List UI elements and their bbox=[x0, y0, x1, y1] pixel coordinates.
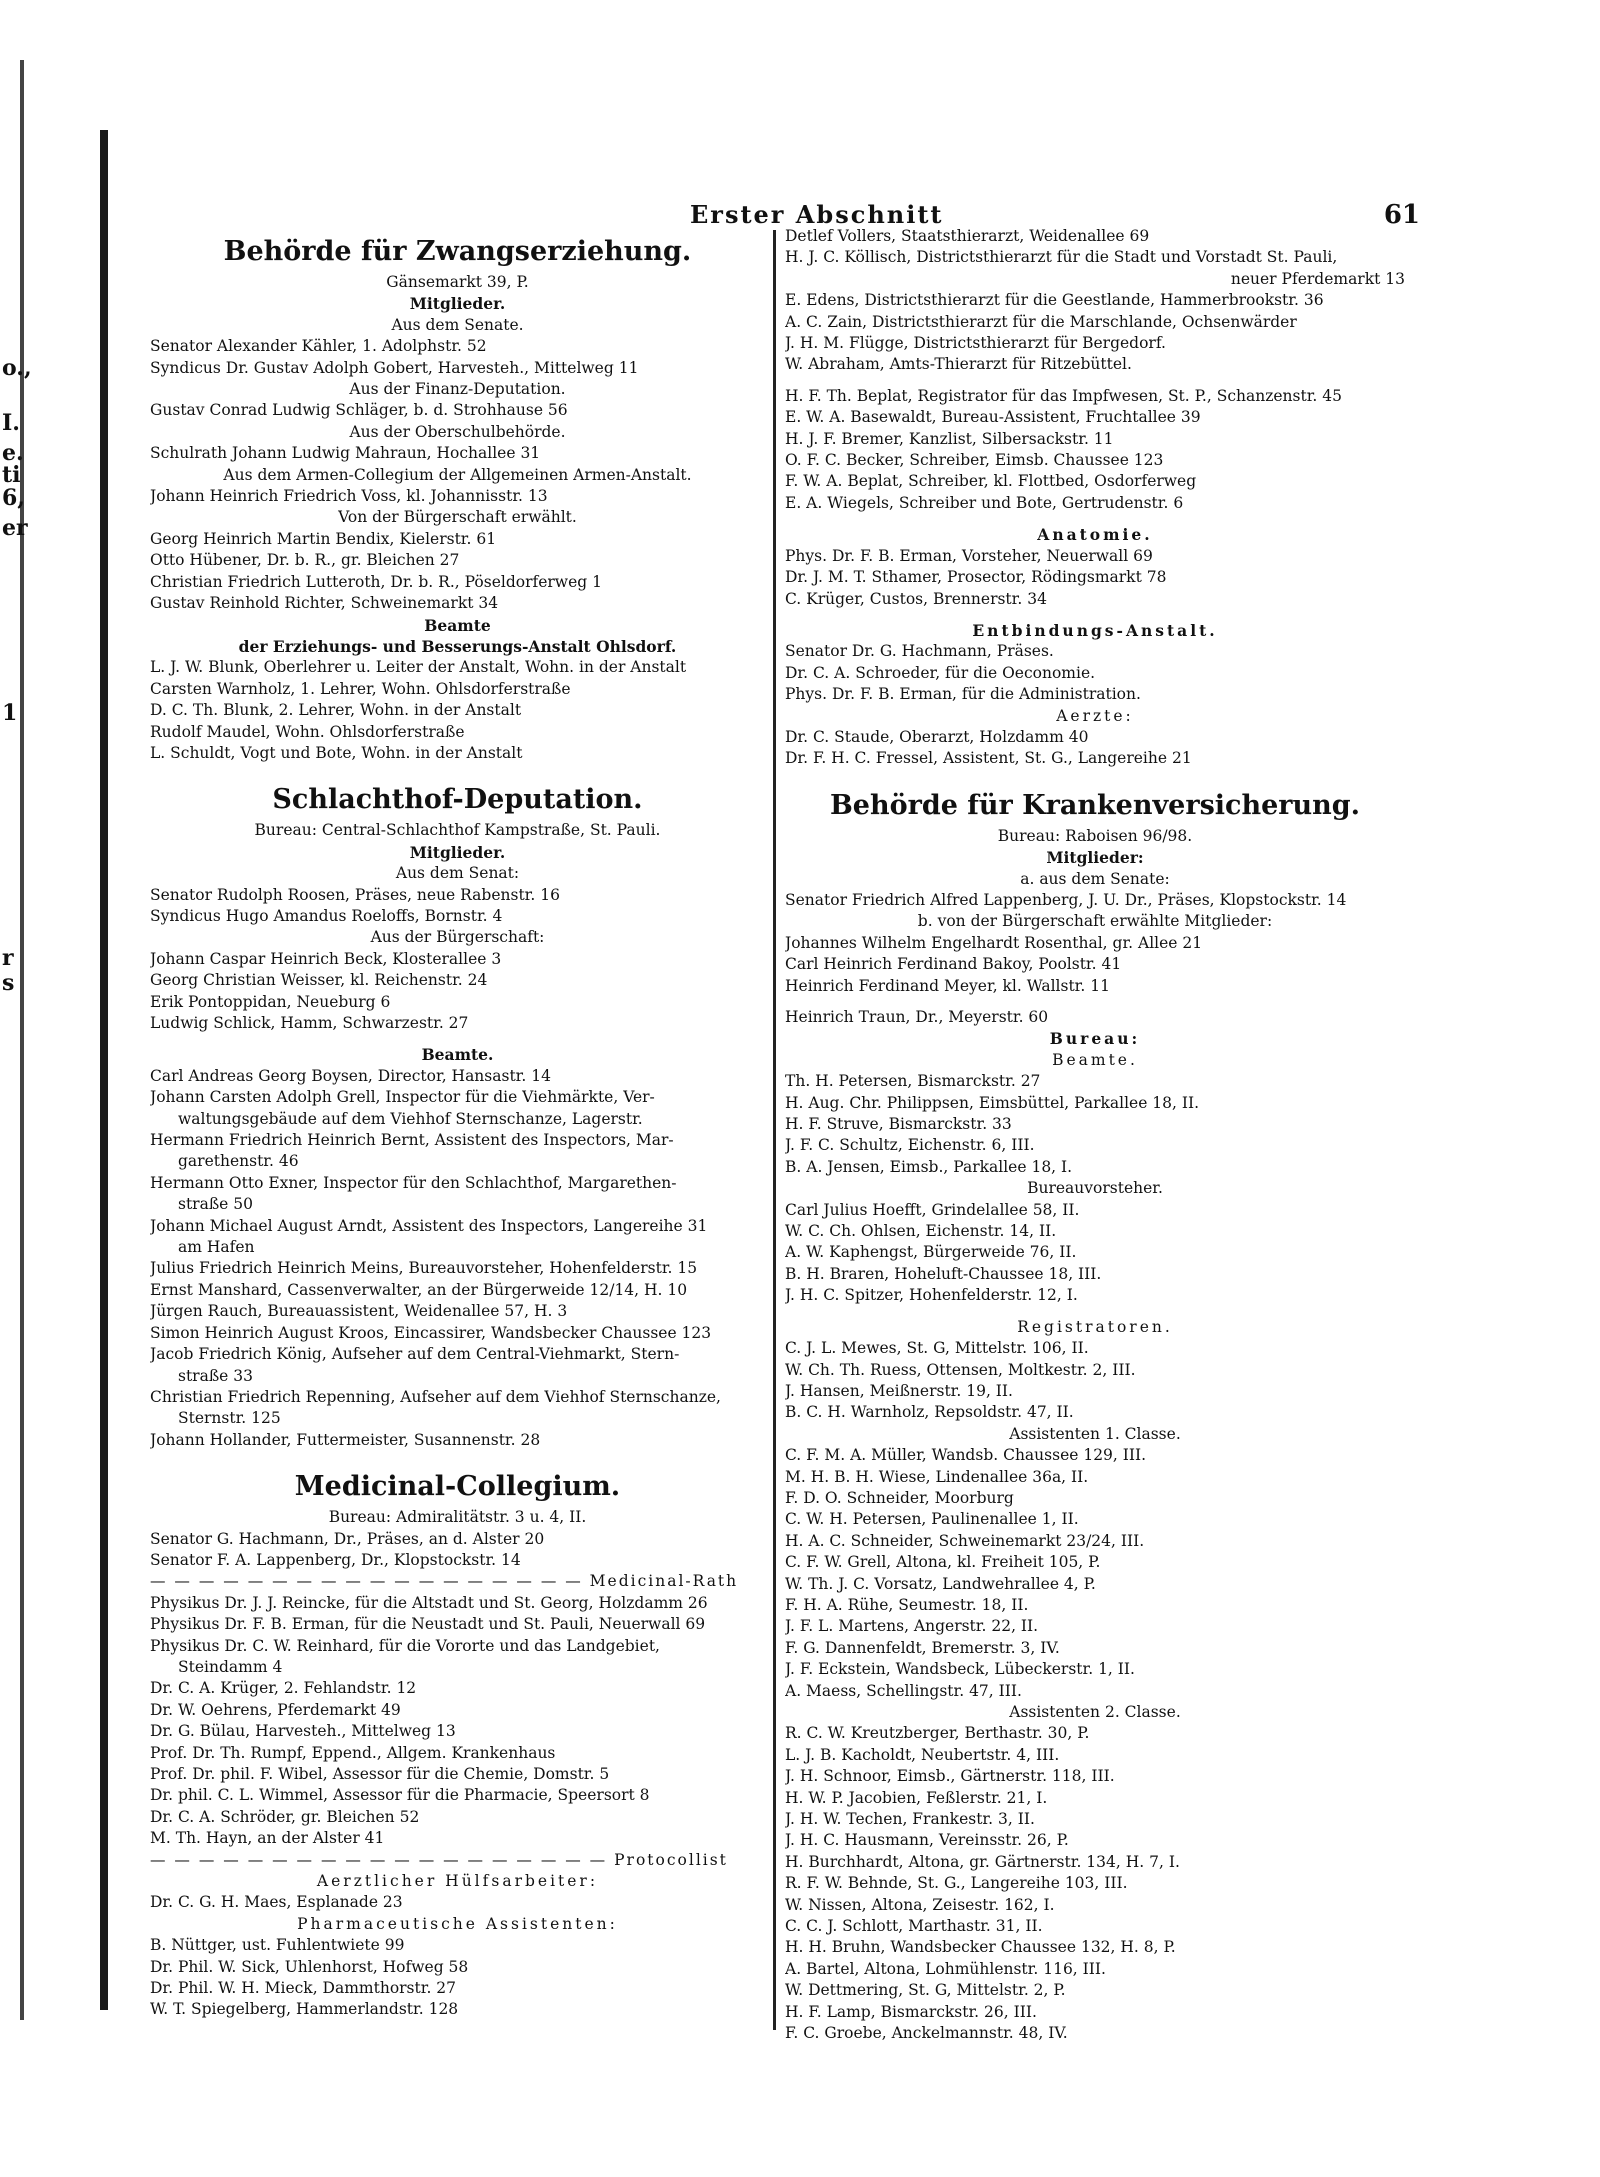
text-line: B. H. Braren, Hoheluft-Chaussee 18, III. bbox=[785, 1264, 1102, 1283]
text-line: Jürgen Rauch, Bureauassistent, Weidenallee 57, H. 3 bbox=[150, 1302, 568, 1321]
text-line: Assistenten 1. Classe. bbox=[1009, 1424, 1181, 1443]
adjacent-page-edge bbox=[0, 60, 22, 2020]
text-line: a. aus dem Senate: bbox=[1020, 869, 1170, 888]
fragment-text: r bbox=[2, 945, 14, 971]
fragment-text: s bbox=[2, 970, 15, 996]
text-line: Entbindungs-Anstalt. bbox=[972, 620, 1218, 640]
text-line: Bureau: bbox=[1049, 1029, 1141, 1049]
text-line: Ernst Manshard, Cassenverwalter, an der Bürgerweide 12/14, H. 10 bbox=[150, 1280, 688, 1299]
text-line: Aerztlicher Hülfsarbeiter: bbox=[316, 1872, 599, 1891]
text-line: B. C. H. Warnholz, Repsoldstr. 47, II. bbox=[785, 1403, 1074, 1422]
text-line: E. W. A. Basewaldt, Bureau-Assistent, Fruchtallee 39 bbox=[785, 408, 1201, 427]
text-line: L. Schuldt, Vogt und Bote, Wohn. in der Anstalt bbox=[150, 743, 523, 762]
text-line: C. F. M. A. Müller, Wandsb. Chaussee 129, III. bbox=[785, 1446, 1147, 1465]
text-line: C. Krüger, Custos, Brennerstr. 34 bbox=[785, 589, 1047, 608]
page-gutter bbox=[100, 130, 108, 2010]
page-number: 61 bbox=[1383, 200, 1420, 230]
text-line: H. H. Bruhn, Wandsbecker Chaussee 132, H. 8, P. bbox=[785, 1938, 1176, 1957]
text-line: — — — — — — — — — — — — — — — — — — Medicinal-Rath bbox=[150, 1572, 739, 1591]
text-line: Sternstr. 125 bbox=[178, 1409, 281, 1428]
text-line: Dr. C. A. Schröder, gr. Bleichen 52 bbox=[150, 1807, 420, 1826]
text-line: Johann Hollander, Futtermeister, Susannenstr. 28 bbox=[150, 1430, 541, 1449]
section-heading: Behörde für Krankenversicherung. bbox=[829, 789, 1361, 821]
text-line: Physikus Dr. C. W. Reinhard, für die Vororte und das Landgebiet, bbox=[150, 1636, 660, 1655]
spacer bbox=[150, 1451, 765, 1461]
spacer bbox=[785, 1307, 1405, 1317]
text-line: Carsten Warnholz, 1. Lehrer, Wohn. Ohlsdorferstraße bbox=[150, 679, 571, 698]
text-line: B. Nüttger, ust. Fuhlentwiete 99 bbox=[150, 1936, 405, 1955]
text-line: L. J. B. Kacholdt, Neubertstr. 4, III. bbox=[785, 1745, 1060, 1764]
text-line: waltungsgebäude auf dem Viehhof Sternschanze, Lagerstr. bbox=[178, 1109, 643, 1128]
text-line: D. C. Th. Blunk, 2. Lehrer, Wohn. in der Anstalt bbox=[150, 701, 522, 720]
text-line: Senator G. Hachmann, Dr., Präses, an d. Alster 20 bbox=[150, 1529, 545, 1548]
text-line: Th. H. Petersen, Bismarckstr. 27 bbox=[785, 1072, 1041, 1091]
text-line: Carl Heinrich Ferdinand Bakoy, Poolstr. 41 bbox=[785, 955, 1122, 974]
text-line: L. J. W. Blunk, Oberlehrer u. Leiter der Anstalt, Wohn. in der Anstalt bbox=[150, 658, 687, 677]
text-line: Otto Hübener, Dr. b. R., gr. Bleichen 27 bbox=[150, 551, 460, 570]
text-line: der Erziehungs- und Besserungs-Anstalt Ohlsdorf. bbox=[238, 636, 677, 656]
text-line: Julius Friedrich Heinrich Meins, Bureauvorsteher, Hohenfelderstr. 15 bbox=[150, 1259, 698, 1278]
text-line: Mitglieder: bbox=[1046, 848, 1144, 868]
text-line: straße 50 bbox=[178, 1195, 254, 1214]
text-line: Steindamm 4 bbox=[178, 1657, 283, 1676]
spacer bbox=[785, 997, 1405, 1007]
text-line: Hermann Otto Exner, Inspector für den Schlachthof, Margarethen- bbox=[150, 1173, 677, 1192]
section-heading: Behörde für Zwangserziehung. bbox=[223, 236, 692, 267]
text-line: Prof. Dr. phil. F. Wibel, Assessor für die Chemie, Domstr. 5 bbox=[150, 1765, 610, 1783]
text-line: W. Nissen, Altona, Zeisestr. 162, I. bbox=[785, 1895, 1055, 1914]
text-line: Carl Andreas Georg Boysen, Director, Hansastr. 14 bbox=[150, 1066, 551, 1085]
text-line: Gänsemarkt 39, P. bbox=[386, 273, 529, 291]
text-line: Senator Friedrich Alfred Lappenberg, J. U. Dr., Präses, Klopstockstr. 14 bbox=[785, 890, 1347, 909]
fragment-text: I. bbox=[2, 410, 20, 436]
text-line: W. Th. J. C. Vorsatz, Landwehrallee 4, P. bbox=[785, 1574, 1096, 1593]
fragment-text: e. bbox=[2, 440, 24, 466]
text-line: Physikus Dr. F. B. Erman, für die Neustadt und St. Pauli, Neuerwall 69 bbox=[150, 1615, 706, 1634]
text-line: Christian Friedrich Repenning, Aufseher auf dem Viehhof Sternschanze, bbox=[150, 1387, 721, 1406]
text-line: Bureau: Central-Schlachthof Kampstraße, St. Pauli. bbox=[254, 821, 661, 840]
text-line: Johann Heinrich Friedrich Voss, kl. Johannisstr. 13 bbox=[150, 487, 548, 506]
text-line: Dr. C. G. H. Maes, Esplanade 23 bbox=[150, 1893, 403, 1912]
spacer bbox=[150, 764, 765, 774]
left-column bbox=[150, 226, 765, 2021]
text-line: H. Aug. Chr. Philippsen, Eimsbüttel, Parkallee 18, II. bbox=[785, 1093, 1200, 1112]
text-line: J. Hansen, Meißnerstr. 19, II. bbox=[785, 1381, 1013, 1400]
text-line: Senator F. A. Lappenberg, Dr., Klopstockstr. 14 bbox=[150, 1550, 521, 1569]
fragment-text: 1 bbox=[2, 700, 18, 726]
fragment-text: 6, bbox=[2, 485, 25, 511]
right-column bbox=[785, 226, 1405, 2045]
text-line: Heinrich Traun, Dr., Meyerstr. 60 bbox=[785, 1008, 1049, 1026]
text-line: Heinrich Ferdinand Meyer, kl. Wallstr. 11 bbox=[785, 976, 1110, 995]
text-line: A. Bartel, Altona, Lohmühlenstr. 116, III. bbox=[785, 1959, 1106, 1978]
text-line: Senator Rudolph Roosen, Präses, neue Rabenstr. 16 bbox=[150, 885, 560, 904]
text-line: E. Edens, Districtsthierarzt für die Geestlande, Hammerbrookstr. 36 bbox=[785, 291, 1324, 310]
text-line: straße 33 bbox=[178, 1366, 254, 1385]
text-line: Johannes Wilhelm Engelhardt Rosenthal, gr. Allee 21 bbox=[785, 933, 1203, 952]
text-line: R. C. W. Kreutzberger, Berthastr. 30, P. bbox=[785, 1724, 1090, 1743]
text-line: b. von der Bürgerschaft erwählte Mitglieder: bbox=[917, 912, 1273, 931]
text-line: A. Maess, Schellingstr. 47, III. bbox=[785, 1681, 1022, 1700]
spacer bbox=[785, 610, 1405, 620]
fragment-text: ti bbox=[2, 462, 21, 488]
text-line: Christian Friedrich Lutteroth, Dr. b. R., Pöseldorferweg 1 bbox=[150, 572, 602, 591]
text-line: Gustav Conrad Ludwig Schläger, b. d. Strohhause 56 bbox=[150, 401, 568, 420]
text-line: Georg Christian Weisser, kl. Reichenstr. 24 bbox=[150, 971, 488, 990]
text-line: H. J. F. Bremer, Kanzlist, Silbersackstr. 11 bbox=[785, 429, 1114, 448]
text-line: Hermann Friedrich Heinrich Bernt, Assistent des Inspectors, Mar- bbox=[150, 1131, 674, 1150]
text-line: Dr. Phil. W. H. Mieck, Dammthorstr. 27 bbox=[150, 1979, 457, 1998]
text-line: Aus der Finanz-Deputation. bbox=[349, 380, 566, 399]
text-line: Rudolf Maudel, Wohn. Ohlsdorferstraße bbox=[150, 722, 465, 741]
section-heading: Medicinal-Collegium. bbox=[294, 1471, 621, 1503]
text-line: H. J. C. Köllisch, Districtsthierarzt für die Stadt und Vorstadt St. Pauli, bbox=[785, 248, 1338, 267]
text-line: C. C. J. Schlott, Marthastr. 31, II. bbox=[785, 1917, 1043, 1936]
text-line: Aus dem Senat: bbox=[395, 864, 520, 883]
fragment-text: er bbox=[2, 515, 28, 541]
text-line: B. A. Jensen, Eimsb., Parkallee 18, I. bbox=[785, 1157, 1073, 1176]
text-line: Assistenten 2. Classe. bbox=[1009, 1703, 1181, 1721]
text-line: Bureau: Raboisen 96/98. bbox=[997, 826, 1193, 845]
text-line: Carl Julius Hoefft, Grindelallee 58, II. bbox=[785, 1200, 1080, 1219]
text-line: J. F. C. Schultz, Eichenstr. 6, III. bbox=[785, 1136, 1035, 1155]
text-line: Johann Caspar Heinrich Beck, Klosterallee 3 bbox=[150, 949, 502, 968]
text-line: M. H. B. H. Wiese, Lindenallee 36a, II. bbox=[785, 1467, 1089, 1486]
text-line: Aus der Oberschulbehörde. bbox=[349, 422, 566, 441]
text-line: Beamte bbox=[424, 615, 491, 635]
text-line: Simon Heinrich August Kroos, Eincassirer, Wandsbecker Chaussee 123 bbox=[150, 1323, 712, 1342]
text-line: Dr. C. A. Schroeder, für die Oeconomie. bbox=[785, 663, 1096, 682]
text-line: Anatomie. bbox=[1037, 525, 1153, 545]
text-line: Syndicus Dr. Gustav Adolph Gobert, Harvesteh., Mittelweg 11 bbox=[150, 358, 639, 377]
text-line: W. C. Ch. Ohlsen, Eichenstr. 14, II. bbox=[785, 1222, 1057, 1241]
text-line: Dr. Phil. W. Sick, Uhlenhorst, Hofweg 58 bbox=[150, 1957, 469, 1976]
text-line: Bureauvorsteher. bbox=[1027, 1179, 1163, 1198]
text-line: H. A. C. Schneider, Schweinemarkt 23/24, III. bbox=[785, 1531, 1145, 1550]
text-line: Von der Bürgerschaft erwählt. bbox=[338, 508, 577, 527]
text-line: A. W. Kaphengst, Bürgerweide 76, II. bbox=[785, 1243, 1077, 1262]
text-line: am Hafen bbox=[178, 1238, 255, 1257]
spacer bbox=[785, 770, 1405, 780]
text-line: Detlef Vollers, Staatsthierarzt, Weidenallee 69 bbox=[785, 227, 1150, 245]
text-line: garethenstr. 46 bbox=[178, 1152, 299, 1171]
text-line: J. H. W. Techen, Frankestr. 3, II. bbox=[785, 1810, 1035, 1829]
text-line: W. T. Spiegelberg, Hammerlandstr. 128 bbox=[150, 2000, 459, 2019]
adjacent-page-border bbox=[20, 60, 24, 2020]
text-line: F. W. A. Beplat, Schreiber, kl. Flottbed, Osdorferweg bbox=[785, 472, 1197, 491]
text-line: Aus dem Armen-Collegium der Allgemeinen Armen-Anstalt. bbox=[223, 465, 692, 484]
text-line: O. F. C. Becker, Schreiber, Eimsb. Chaussee 123 bbox=[785, 451, 1164, 470]
text-line: Dr. W. Oehrens, Pferdemarkt 49 bbox=[150, 1700, 401, 1719]
text-line: C. W. H. Petersen, Paulinenallee 1, II. bbox=[785, 1510, 1079, 1529]
text-line: J. H. Schnoor, Eimsb., Gärtnerstr. 118, III. bbox=[785, 1767, 1115, 1786]
column-divider bbox=[773, 230, 776, 2030]
section-title: Erster Abschnitt bbox=[690, 200, 944, 229]
text-line: Beamte. bbox=[421, 1045, 494, 1065]
text-line: Gustav Reinhold Richter, Schweinemarkt 34 bbox=[150, 594, 499, 613]
section-heading: Schlachthof-Deputation. bbox=[272, 784, 643, 816]
text-line: F. G. Dannenfeldt, Bremerstr. 3, IV. bbox=[785, 1638, 1060, 1657]
text-line: Bureau: Admiralitätstr. 3 u. 4, II. bbox=[328, 1508, 587, 1527]
text-line: Prof. Dr. Th. Rumpf, Eppend., Allgem. Krankenhaus bbox=[150, 1743, 556, 1762]
text-line: Registratoren. bbox=[1017, 1317, 1173, 1336]
text-line: Dr. C. A. Krüger, 2. Fehlandstr. 12 bbox=[150, 1679, 417, 1698]
text-line: Senator Dr. G. Hachmann, Präses. bbox=[785, 642, 1054, 661]
text-line: H. Burchhardt, Altona, gr. Gärtnerstr. 134, H. 7, I. bbox=[785, 1852, 1180, 1871]
text-line: Johann Carsten Adolph Grell, Inspector für die Viehmärkte, Ver- bbox=[150, 1088, 655, 1107]
text-line: H. W. P. Jacobien, Feßlerstr. 21, I. bbox=[785, 1788, 1048, 1807]
text-line: H. F. Struve, Bismarckstr. 33 bbox=[785, 1115, 1012, 1134]
text-line: Syndicus Hugo Amandus Roeloffs, Bornstr. 4 bbox=[150, 906, 503, 925]
text-line: E. A. Wiegels, Schreiber und Bote, Gertrudenstr. 6 bbox=[785, 493, 1184, 512]
text-line: Phys. Dr. F. B. Erman, Vorsteher, Neuerwall 69 bbox=[785, 546, 1153, 565]
text-line: neuer Pferdemarkt 13 bbox=[1230, 269, 1405, 288]
text-line: Jacob Friedrich König, Aufseher auf dem Central-Viehmarkt, Stern- bbox=[150, 1345, 680, 1364]
text-line: Mitglieder. bbox=[409, 294, 506, 314]
text-line: F. C. Groebe, Anckelmannstr. 48, IV. bbox=[785, 2024, 1068, 2043]
text-line: J. F. Eckstein, Wandsbeck, Lübeckerstr. 1, II. bbox=[785, 1660, 1135, 1679]
text-line: Dr. C. Staude, Oberarzt, Holzdamm 40 bbox=[785, 727, 1089, 746]
text-line: Physikus Dr. J. J. Reincke, für die Altstadt und St. Georg, Holzdamm 26 bbox=[150, 1593, 708, 1612]
text-line: Phys. Dr. F. B. Erman, für die Administration. bbox=[785, 685, 1141, 704]
text-line: M. Th. Hayn, an der Alster 41 bbox=[150, 1829, 385, 1848]
text-line: Erik Pontoppidan, Neueburg 6 bbox=[150, 992, 391, 1011]
text-line: Johann Michael August Arndt, Assistent des Inspectors, Langereihe 31 bbox=[150, 1216, 708, 1235]
fragment-text: o., bbox=[2, 355, 32, 381]
text-line: Aus der Bürgerschaft: bbox=[370, 928, 545, 947]
text-line: H. F. Lamp, Bismarckstr. 26, III. bbox=[785, 2002, 1037, 2021]
text-line: Ludwig Schlick, Hamm, Schwarzestr. 27 bbox=[150, 1014, 469, 1032]
text-line: H. F. Th. Beplat, Registrator für das Impfwesen, St. P., Schanzenstr. 45 bbox=[785, 386, 1343, 405]
text-line: C. F. W. Grell, Altona, kl. Freiheit 105, P. bbox=[785, 1553, 1101, 1572]
text-line: Mitglieder. bbox=[409, 842, 506, 862]
spacer bbox=[785, 514, 1405, 524]
spacer bbox=[785, 376, 1405, 386]
text-line: W. Abraham, Amts-Thierarzt für Ritzebüttel. bbox=[785, 355, 1132, 374]
text-line: J. H. C. Hausmann, Vereinsstr. 26, P. bbox=[785, 1831, 1069, 1850]
text-line: J. F. L. Martens, Angerstr. 22, II. bbox=[785, 1617, 1039, 1636]
text-line: Beamte. bbox=[1052, 1050, 1138, 1069]
text-line: Schulrath Johann Ludwig Mahraun, Hochallee 31 bbox=[150, 444, 541, 463]
text-line: W. Ch. Th. Ruess, Ottensen, Moltkestr. 2, III. bbox=[785, 1360, 1136, 1379]
text-line: W. Dettmering, St. G, Mittelstr. 2, P. bbox=[785, 1981, 1066, 2000]
text-line: Aerzte: bbox=[1056, 706, 1134, 725]
spacer bbox=[150, 1034, 765, 1044]
text-line: F. D. O. Schneider, Moorburg bbox=[785, 1488, 1014, 1507]
text-line: Senator Alexander Kähler, 1. Adolphstr. 52 bbox=[150, 337, 487, 356]
text-line: Dr. G. Bülau, Harvesteh., Mittelweg 13 bbox=[150, 1722, 456, 1741]
text-line: Dr. J. M. T. Sthamer, Prosector, Rödingsmarkt 78 bbox=[785, 568, 1167, 587]
text-line: J. H. C. Spitzer, Hohenfelderstr. 12, I. bbox=[785, 1286, 1078, 1305]
text-line: A. C. Zain, Districtsthierarzt für die Marschlande, Ochsenwärder bbox=[785, 312, 1297, 331]
text-line: Dr. phil. C. L. Wimmel, Assessor für die Pharmacie, Speersort 8 bbox=[150, 1786, 650, 1805]
text-line: Pharmaceutische Assistenten: bbox=[297, 1914, 618, 1933]
text-line: C. J. L. Mewes, St. G, Mittelstr. 106, II. bbox=[785, 1339, 1089, 1358]
text-line: J. H. M. Flügge, Districtsthierarzt für Bergedorf. bbox=[785, 334, 1166, 353]
text-line: Aus dem Senate. bbox=[391, 315, 524, 334]
text-line: Dr. F. H. C. Fressel, Assistent, St. G., Langereihe 21 bbox=[785, 749, 1192, 768]
text-line: F. H. A. Rühe, Seumestr. 18, II. bbox=[785, 1595, 1029, 1614]
text-line: Georg Heinrich Martin Bendix, Kielerstr. 61 bbox=[150, 529, 497, 548]
text-line: — — — — — — — — — — — — — — — — — — — Protocollist bbox=[150, 1850, 728, 1869]
text-line: R. F. W. Behnde, St. G., Langereihe 103, III. bbox=[785, 1874, 1128, 1893]
